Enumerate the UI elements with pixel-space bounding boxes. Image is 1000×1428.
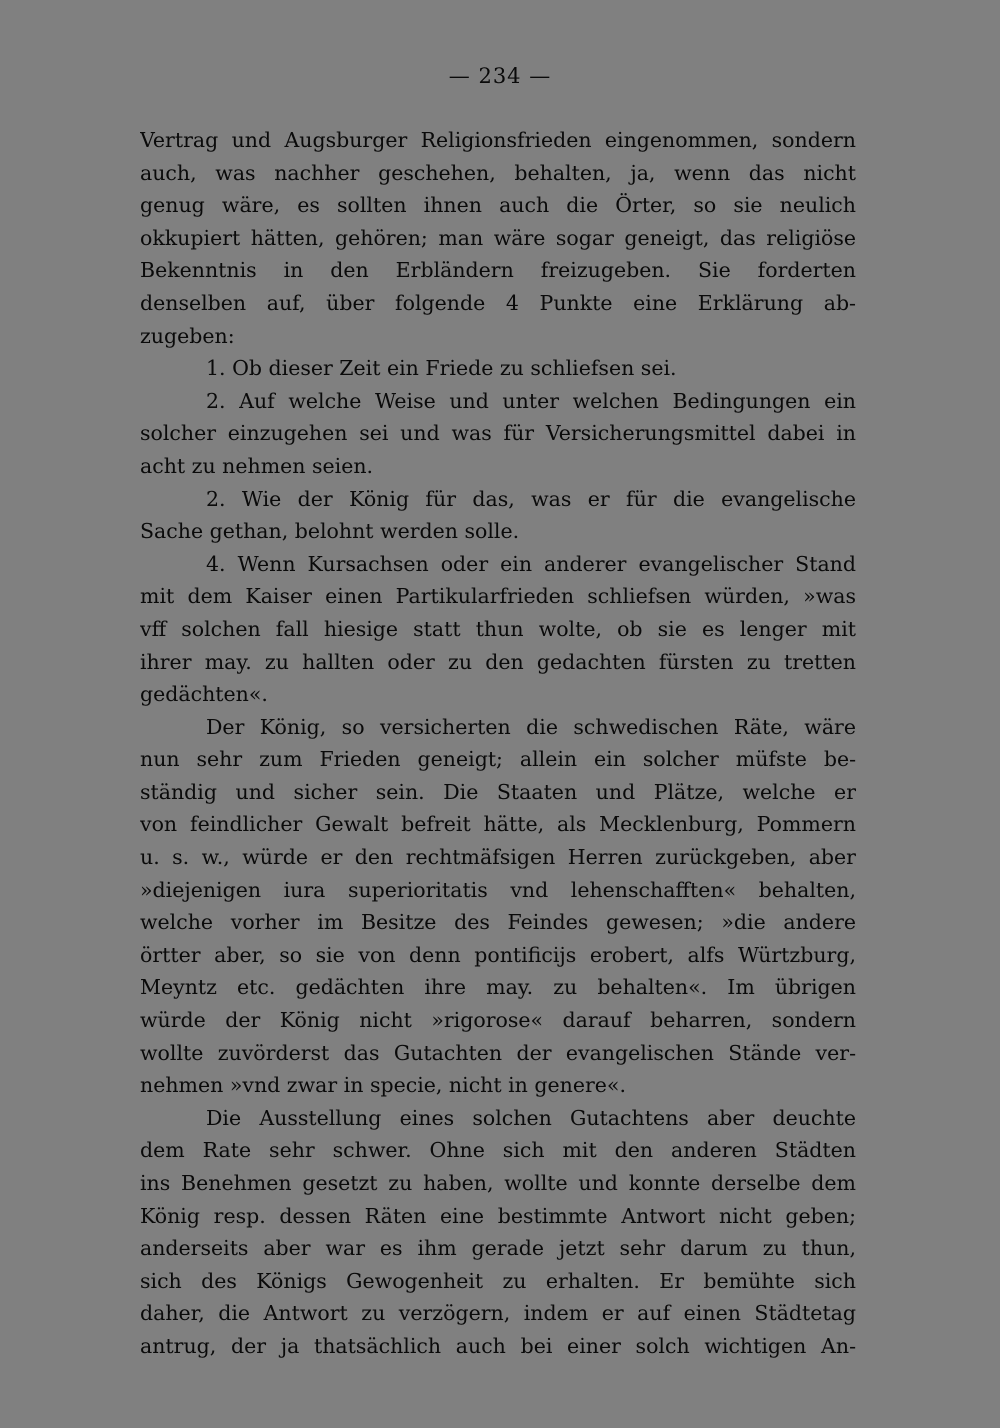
text-line: ständig und sicher sein. Die Staaten und Plätze, welche er <box>140 779 856 804</box>
body-text <box>140 124 856 1363</box>
text-line: Der König, so versicherten die schwedischen Räte, wäre <box>206 714 856 739</box>
text-line: ihrer may. zu hallten oder zu den gedachten fürsten zu tretten <box>140 649 856 674</box>
text-line: würde der König nicht »rigorose« darauf beharren, sondern <box>140 1008 856 1033</box>
text-line: solcher einzugehen sei und was für Versicherungsmittel dabei in <box>140 421 856 446</box>
text-line: u. s. w., würde er den rechtmäfsigen Herren zurückgeben, aber <box>140 845 856 870</box>
text-line: okkupiert hätten, gehören; man wäre sogar geneigt, das religiöse <box>140 225 856 250</box>
text-line: 1. Ob dieser Zeit ein Friede zu schliefsen sei. <box>206 356 677 381</box>
text-line: gedächten«. <box>140 682 268 707</box>
text-line: acht zu nehmen seien. <box>140 453 374 478</box>
text-line: dem Rate sehr schwer. Ohne sich mit den anderen Städten <box>140 1138 856 1163</box>
text-line: 2. Auf welche Weise und unter welchen Bedingungen ein <box>206 388 856 413</box>
text-line: daher, die Antwort zu verzögern, indem er auf einen Städtetag <box>140 1301 856 1326</box>
text-line: vff solchen fall hiesige statt thun wolte, ob sie es lenger mit <box>140 616 856 641</box>
text-line: 2. Wie der König für das, was er für die evangelische <box>206 486 856 511</box>
text-line: mit dem Kaiser einen Partikularfrieden schliefsen würden, »was <box>140 584 856 609</box>
text-line: Vertrag und Augsburger Religionsfrieden eingenommen, sondern <box>140 128 856 152</box>
text-line: auch, was nachher geschehen, behalten, ja, wenn das nicht <box>140 160 856 185</box>
text-line: König resp. dessen Räten eine bestimmte Antwort nicht geben; <box>140 1203 856 1228</box>
text-line: von feindlicher Gewalt befreit hätte, als Mecklenburg, Pommern <box>140 812 856 837</box>
text-line: nehmen »vnd zwar in specie, nicht in genere«. <box>140 1073 626 1098</box>
text-line: antrug, der ja thatsächlich auch bei einer solch wichtigen An- <box>140 1333 856 1358</box>
text-line: zugeben: <box>140 323 235 348</box>
text-line: genug wäre, es sollten ihnen auch die Örter, so sie neulich <box>140 193 856 218</box>
page-number: — 234 — <box>448 64 552 88</box>
text-line: ins Benehmen gesetzt zu haben, wollte und konnte derselbe dem <box>140 1171 856 1195</box>
text-line: Meyntz etc. gedächten ihre may. zu behalten«. Im übrigen <box>140 975 856 1000</box>
text-line: 4. Wenn Kursachsen oder ein anderer evangelischer Stand <box>206 551 856 576</box>
text-line: örtter aber, so sie von denn pontificijs erobert, alfs Würtzburg, <box>140 942 856 967</box>
text-line: welche vorher im Besitze des Feindes gewesen; »die andere <box>140 910 856 935</box>
text-line: Sache gethan, belohnt werden solle. <box>140 519 520 544</box>
text-line: anderseits aber war es ihm gerade jetzt sehr darum zu thun, <box>140 1236 856 1261</box>
text-line: Die Ausstellung eines solchen Gutachtens aber deuchte <box>206 1105 856 1130</box>
text-line: wollte zuvörderst das Gutachten der evangelischen Stände ver- <box>140 1040 856 1065</box>
text-line: nun sehr zum Frieden geneigt; allein ein solcher müfste be- <box>140 747 856 772</box>
text-line: Bekenntnis in den Erbländern freizugeben. Sie forderten <box>140 258 856 283</box>
text-line: denselben auf, über folgende 4 Punkte eine Erklärung ab- <box>140 290 856 315</box>
text-line: »diejenigen iura superioritatis vnd lehenschafften« behalten, <box>140 877 856 902</box>
text-line: sich des Königs Gewogenheit zu erhalten. Er bemühte sich <box>140 1268 856 1293</box>
